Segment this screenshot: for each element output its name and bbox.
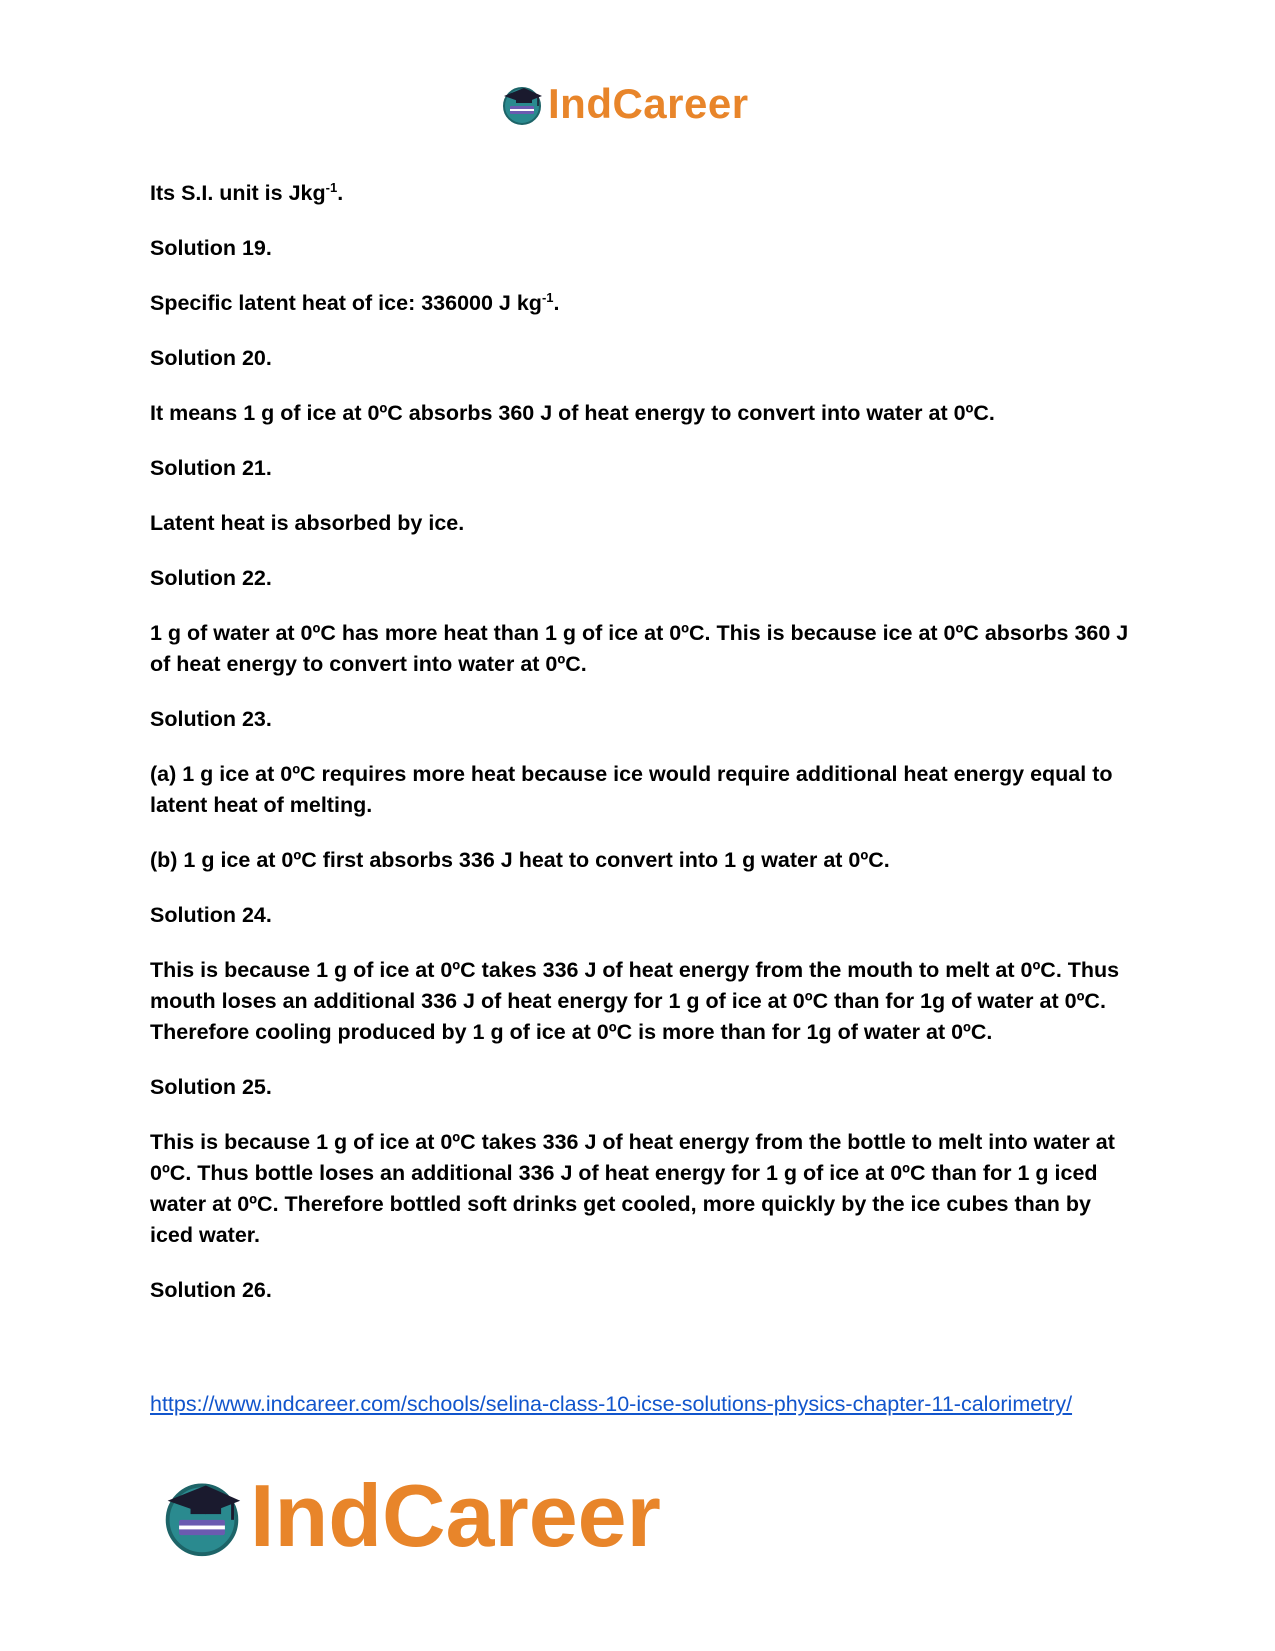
solution-24-heading: Solution 24.	[150, 903, 272, 927]
paragraph-latent-heat-ice: Specific latent heat of ice: 336000 J $kg^{-1}$.	[150, 289, 560, 315]
paragraph-solution-23b: (b) 1 g ice at 0ºC first absorbs 336 J heat to convert into 1 g water at 0ºC.	[150, 848, 890, 872]
paragraph-solution-24: This is because 1 g of ice at 0ºC takes 336 J of heat energy from the mouth to melt at 0ºC. Thus mouth loses an additional 336 J of heat energy for 1 g of ice at 0ºC than for 1g of water at 0ºC. Therefore cooling produced by 1 g of ice at 0ºC is more than for 1g of water at 0ºC.	[150, 958, 1120, 1044]
paragraph-solution-25: This is because 1 g of ice at 0ºC takes 336 J of heat energy from the bottle to melt into water at 0ºC. Thus bottle loses an additional 336 J of heat energy for 1 g of ice at 0ºC than for 1 g iced water at 0ºC. Therefore bottled soft drinks get cooled, more quickly by the ice cubes than by iced water.	[150, 1130, 1115, 1247]
graduation-cap-book-globe-icon	[160, 1474, 244, 1558]
header-logo	[500, 78, 749, 130]
document-body	[150, 178, 1130, 1330]
footer-source-link[interactable]: https://www.indcareer.com/schools/selina-class-10-icse-solutions-physics-chapter-11-calorimetry/	[150, 1392, 1073, 1416]
footer-logo	[160, 1468, 661, 1564]
solution-26-heading: Solution 26.	[150, 1278, 272, 1302]
header-logo-text: IndCareer	[548, 80, 749, 127]
solution-21-heading: Solution 21.	[150, 456, 272, 480]
graduation-cap-book-globe-icon	[500, 82, 544, 126]
paragraph-solution-23a: (a) 1 g ice at 0ºC requires more heat because ice would require additional heat energy equal to latent heat of melting.	[150, 762, 1113, 817]
solution-19-heading: Solution 19.	[150, 236, 272, 260]
solution-25-heading: Solution 25.	[150, 1075, 272, 1099]
paragraph-si-unit: Its S.I. unit is Jkg$^{-1}$.	[150, 179, 344, 205]
solution-23-heading: Solution 23.	[150, 707, 272, 731]
footer-logo-text: IndCareer	[250, 1466, 661, 1565]
solution-22-heading: Solution 22.	[150, 566, 272, 590]
solution-20-heading: Solution 20.	[150, 346, 272, 370]
paragraph-solution-21: Latent heat is absorbed by ice.	[150, 511, 465, 535]
paragraph-solution-22: 1 g of water at 0ºC has more heat than 1 g of ice at 0ºC. This is because ice at 0ºC absorbs 360 J of heat energy to convert into water at 0ºC.	[150, 621, 1129, 676]
paragraph-solution-20: It means 1 g of ice at 0ºC absorbs 360 J of heat energy to convert into water at 0ºC.	[150, 401, 995, 425]
